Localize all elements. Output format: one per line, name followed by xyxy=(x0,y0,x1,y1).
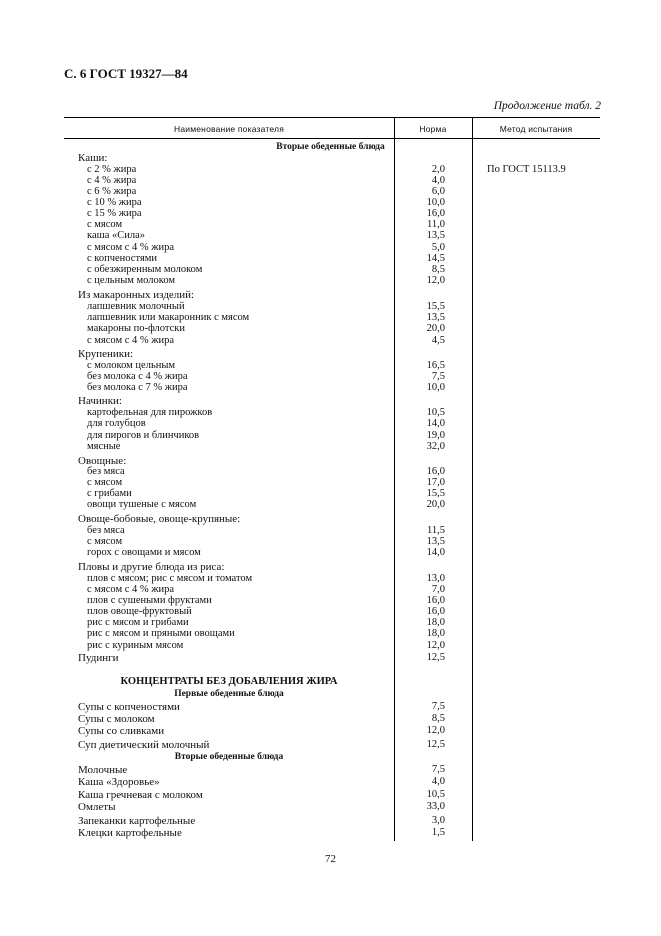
row-norm-value: 14,0 xyxy=(426,418,445,429)
row-label: каша «Сила» xyxy=(87,230,145,241)
row-norm-value: 1,5 xyxy=(431,827,445,838)
table-row xyxy=(0,652,661,664)
row-norm-value: 16,0 xyxy=(426,466,445,477)
table-row xyxy=(0,701,661,713)
row-norm-value: 10,5 xyxy=(426,789,445,800)
row-norm-value: 12,0 xyxy=(426,640,445,651)
row-label: с обезжиренным молоком xyxy=(87,264,203,275)
row-label: с грибами xyxy=(87,488,132,499)
row-label: с 6 % жира xyxy=(87,186,137,197)
row-label: плов овоще-фруктовый xyxy=(87,606,192,617)
table-row xyxy=(0,499,661,511)
row-label: Молочные xyxy=(78,764,128,776)
row-label: горох с овощами и мясом xyxy=(87,547,201,558)
table-row xyxy=(0,323,661,335)
table-row xyxy=(0,289,661,301)
row-norm-value: 19,0 xyxy=(426,430,445,441)
row-label: Каша «Здоровье» xyxy=(78,776,160,788)
row-norm-value: 4,5 xyxy=(431,335,445,346)
row-label: Запеканки картофельные xyxy=(78,815,196,827)
column-header-name: Наименование показателя xyxy=(174,124,284,134)
table-row xyxy=(0,561,661,573)
row-label: мясные xyxy=(87,441,121,452)
row-norm-value: 12,0 xyxy=(426,275,445,286)
row-label: Вторые обеденные блюда xyxy=(174,752,284,762)
table-row xyxy=(0,640,661,652)
row-label: с мясом xyxy=(87,477,123,488)
row-label: с 4 % жира xyxy=(87,175,137,186)
row-norm-value: 14,5 xyxy=(426,253,445,264)
row-norm-value: 16,0 xyxy=(426,595,445,606)
row-label: с 10 % жира xyxy=(87,197,142,208)
row-label: Пловы и другие блюда из риса: xyxy=(78,561,225,573)
row-norm-value: 8,5 xyxy=(431,264,445,275)
row-norm-value: 10,5 xyxy=(426,407,445,418)
row-label: с 2 % жира xyxy=(87,164,137,175)
table-row xyxy=(0,152,661,164)
row-label: с мясом xyxy=(87,536,123,547)
row-label: Каши: xyxy=(78,152,108,164)
row-label: Начинки: xyxy=(78,395,122,407)
row-norm-value: 20,0 xyxy=(426,499,445,510)
row-label: Вторые обеденные блюда xyxy=(276,142,385,152)
document-header: С. 6 ГОСТ 19327—84 xyxy=(64,66,188,81)
row-norm-value: 18,0 xyxy=(426,617,445,628)
row-label: Овощные: xyxy=(78,455,127,467)
row-label: Омлеты xyxy=(78,801,116,813)
table-row xyxy=(0,801,661,813)
row-label: рис с мясом и грибами xyxy=(87,617,189,628)
row-norm-value: 14,0 xyxy=(426,547,445,558)
row-norm-value: 11,5 xyxy=(427,525,445,536)
row-label: без молока с 7 % жира xyxy=(87,382,188,393)
row-test-method: По ГОСТ 15113.9 xyxy=(487,164,566,175)
row-label: КОНЦЕНТРАТЫ БЕЗ ДОБАВЛЕНИЯ ЖИРА xyxy=(120,676,338,687)
row-norm-value: 11,0 xyxy=(427,219,445,230)
row-label: с копченостями xyxy=(87,253,157,264)
row-label: без мяса xyxy=(87,525,125,536)
row-norm-value: 16,0 xyxy=(426,606,445,617)
table-row xyxy=(0,725,661,737)
table-continuation-label: Продолжение табл. 2 xyxy=(493,100,601,112)
column-header-norm: Норма xyxy=(419,124,447,134)
row-norm-value: 4,0 xyxy=(431,776,445,787)
row-label: лапшевник молочный xyxy=(87,301,185,312)
row-label: овощи тушеные с мясом xyxy=(87,499,197,510)
row-label: макароны по-флотски xyxy=(87,323,185,334)
row-norm-value: 3,0 xyxy=(431,815,445,826)
table-row xyxy=(0,335,661,347)
row-label: с 15 % жира xyxy=(87,208,142,219)
table-section-heading xyxy=(0,676,661,688)
row-norm-value: 12,5 xyxy=(426,652,445,663)
table-row xyxy=(0,418,661,430)
row-label: Суп диетический молочный xyxy=(78,739,210,751)
table-row xyxy=(0,441,661,453)
table-row xyxy=(0,348,661,360)
row-label: без молока с 4 % жира xyxy=(87,371,188,382)
table-row xyxy=(0,776,661,788)
row-label: плов с мясом; рис с мясом и томатом xyxy=(87,573,253,584)
row-norm-value: 12,0 xyxy=(426,725,445,736)
row-label: рис с куриным мясом xyxy=(87,640,184,651)
row-label: с цельным молоком xyxy=(87,275,176,286)
table-row xyxy=(0,382,661,394)
row-label: Овоще-бобовые, овоще-крупяные: xyxy=(78,513,241,525)
row-norm-value: 13,5 xyxy=(426,312,445,323)
row-label: картофельная для пирожков xyxy=(87,407,213,418)
row-label: с молоком цельным xyxy=(87,360,176,371)
row-label: рис с мясом и пряными овощами xyxy=(87,628,235,639)
row-norm-value: 15,5 xyxy=(426,488,445,499)
row-label: Супы со сливками xyxy=(78,725,165,737)
table-row xyxy=(0,764,661,776)
column-header-method: Метод испытания xyxy=(499,124,573,134)
table-row xyxy=(0,713,661,725)
row-label: Из макаронных изделий: xyxy=(78,289,195,301)
row-label: плов с сушеными фруктами xyxy=(87,595,212,606)
row-label: Супы с копченостями xyxy=(78,701,180,713)
row-label: для пирогов и блинчиков xyxy=(87,430,200,441)
row-norm-value: 12,5 xyxy=(426,739,445,750)
row-norm-value: 16,5 xyxy=(426,360,445,371)
row-norm-value: 33,0 xyxy=(426,801,445,812)
row-norm-value: 20,0 xyxy=(426,323,445,334)
row-label: с мясом с 4 % жира xyxy=(87,584,175,595)
row-norm-value: 13,5 xyxy=(426,536,445,547)
row-norm-value: 2,0 xyxy=(431,164,445,175)
row-norm-value: 13,5 xyxy=(426,230,445,241)
row-norm-value: 13,0 xyxy=(426,573,445,584)
row-norm-value: 17,0 xyxy=(426,477,445,488)
row-label: Клецки картофельные xyxy=(78,827,182,839)
row-norm-value: 7,5 xyxy=(431,764,445,775)
row-norm-value: 7,5 xyxy=(431,371,445,382)
row-label: Крупеники: xyxy=(78,348,134,360)
row-norm-value: 18,0 xyxy=(426,628,445,639)
row-label: без мяса xyxy=(87,466,125,477)
row-label: Каша гречневая с молоком xyxy=(78,789,203,801)
row-norm-value: 7,0 xyxy=(431,584,445,595)
table-row xyxy=(0,739,661,751)
row-label: с мясом с 4 % жира xyxy=(87,335,175,346)
table-row xyxy=(0,789,661,801)
table-row xyxy=(0,628,661,640)
table-row xyxy=(0,827,661,839)
row-label: с мясом xyxy=(87,219,123,230)
row-norm-value: 32,0 xyxy=(426,441,445,452)
row-norm-value: 5,0 xyxy=(431,242,445,253)
row-label: Пудинги xyxy=(78,652,119,664)
row-norm-value: 7,5 xyxy=(431,701,445,712)
row-norm-value: 4,0 xyxy=(431,175,445,186)
row-label: Супы с молоком xyxy=(78,713,155,725)
row-norm-value: 6,0 xyxy=(431,186,445,197)
table-section-heading xyxy=(0,688,661,700)
row-label: лапшевник или макаронник с мясом xyxy=(87,312,250,323)
row-norm-value: 10,0 xyxy=(426,197,445,208)
table-row xyxy=(0,815,661,827)
table-row xyxy=(0,547,661,559)
row-norm-value: 16,0 xyxy=(426,208,445,219)
row-norm-value: 15,5 xyxy=(426,301,445,312)
row-norm-value: 10,0 xyxy=(426,382,445,393)
row-norm-value: 8,5 xyxy=(431,713,445,724)
row-label: с мясом с 4 % жира xyxy=(87,242,175,253)
table-row xyxy=(0,395,661,407)
table-section-heading xyxy=(0,751,661,763)
row-label: Первые обеденные блюда xyxy=(174,689,284,699)
page-number: 72 xyxy=(325,853,336,865)
row-label: для голубцов xyxy=(87,418,146,429)
table-row xyxy=(0,513,661,525)
table-row xyxy=(0,230,661,242)
table-row xyxy=(0,275,661,287)
